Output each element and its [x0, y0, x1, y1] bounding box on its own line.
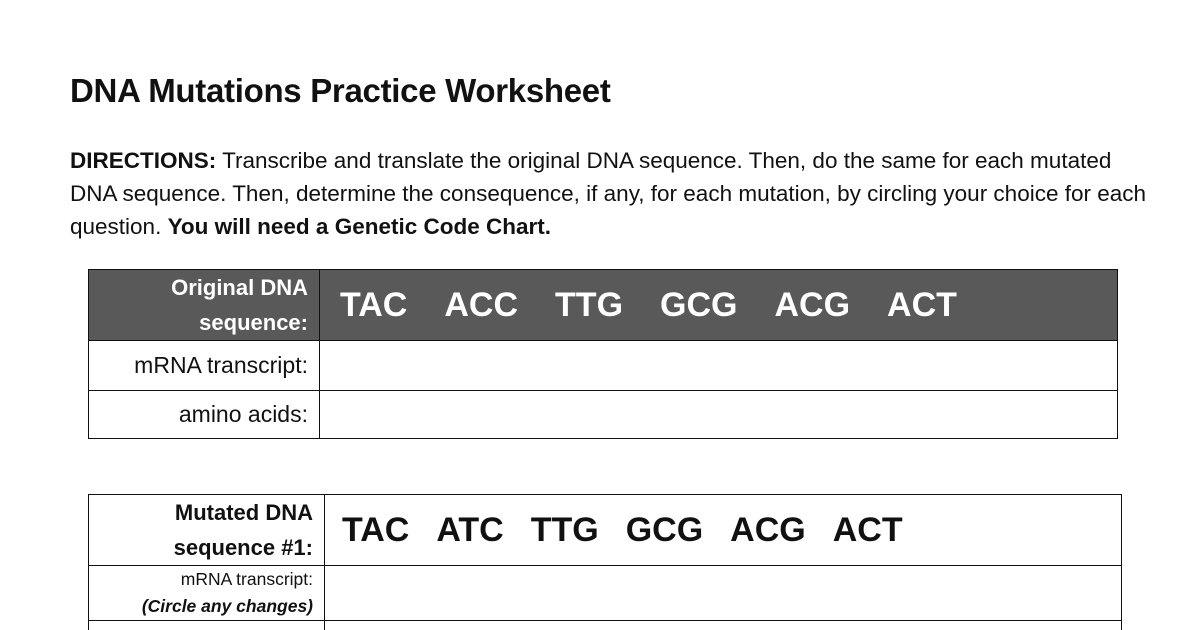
- mutated-label-line2: sequence #1:: [173, 535, 313, 560]
- directions-emphasis: You will need a Genetic Code Chart.: [167, 214, 551, 239]
- original-codon: TTG: [555, 285, 624, 324]
- original-amino-answer-cell[interactable]: [320, 391, 1118, 439]
- original-sequence-row: [89, 270, 1118, 341]
- original-amino-row: [89, 391, 1118, 439]
- mutated-codon: TTG: [530, 510, 599, 549]
- directions-paragraph: [70, 144, 1150, 243]
- worksheet-title: DNA Mutations Practice Worksheet: [70, 72, 611, 109]
- original-label-line1: Original DNA: [171, 275, 308, 300]
- original-amino-label: amino acids:: [89, 391, 320, 439]
- mutated-dna-table-1: [88, 494, 1122, 630]
- original-codon: TAC: [340, 285, 408, 324]
- original-codon: ACG: [774, 285, 851, 324]
- mutated-codon: ACG: [730, 510, 806, 549]
- original-codon: ACT: [887, 285, 957, 324]
- mutated-label-line1: Mutated DNA: [174, 500, 313, 525]
- original-codon: GCG: [660, 285, 738, 324]
- mutated-mrna-answer-cell[interactable]: [325, 566, 1122, 621]
- mutated-next-row: [89, 621, 1122, 630]
- mutated-codon: TAC: [342, 510, 410, 549]
- mutated-sequence-cell: [325, 495, 1122, 566]
- original-mrna-row: [89, 341, 1118, 391]
- original-label-line2: sequence:: [199, 310, 308, 335]
- original-sequence-label: [89, 270, 320, 341]
- mutated-mrna-label-cell: [89, 566, 325, 621]
- mutated-codon: ATC: [436, 510, 504, 549]
- mutated-sequence-row: [89, 495, 1122, 566]
- mutated-next-answer-cell[interactable]: [325, 621, 1122, 630]
- mutated-codon: ACT: [832, 510, 903, 549]
- directions-text: Transcribe and translate the original DNA sequence. Then, do the same for each mutated DNA sequence. Then, determine the consequence, if any, for each mutation, by circling your choice for each question.: [70, 148, 1147, 239]
- mutated-sequence-label: [89, 495, 325, 566]
- mutated-mrna-label: mRNA transcript:: [180, 569, 313, 589]
- circle-changes-note: (Circle any changes): [141, 596, 313, 616]
- directions-label: DIRECTIONS:: [70, 148, 217, 173]
- original-dna-table: [88, 269, 1118, 439]
- mutated-next-label-cell: [89, 621, 325, 630]
- mutated-codon: GCG: [625, 510, 704, 549]
- original-mrna-label: mRNA transcript:: [89, 341, 320, 391]
- mutated-mrna-row: [89, 566, 1122, 621]
- mutated-mrna-note: [89, 593, 313, 620]
- original-sequence-cell: [320, 270, 1118, 341]
- original-mrna-answer-cell[interactable]: [320, 341, 1118, 391]
- original-codon: ACC: [444, 285, 519, 324]
